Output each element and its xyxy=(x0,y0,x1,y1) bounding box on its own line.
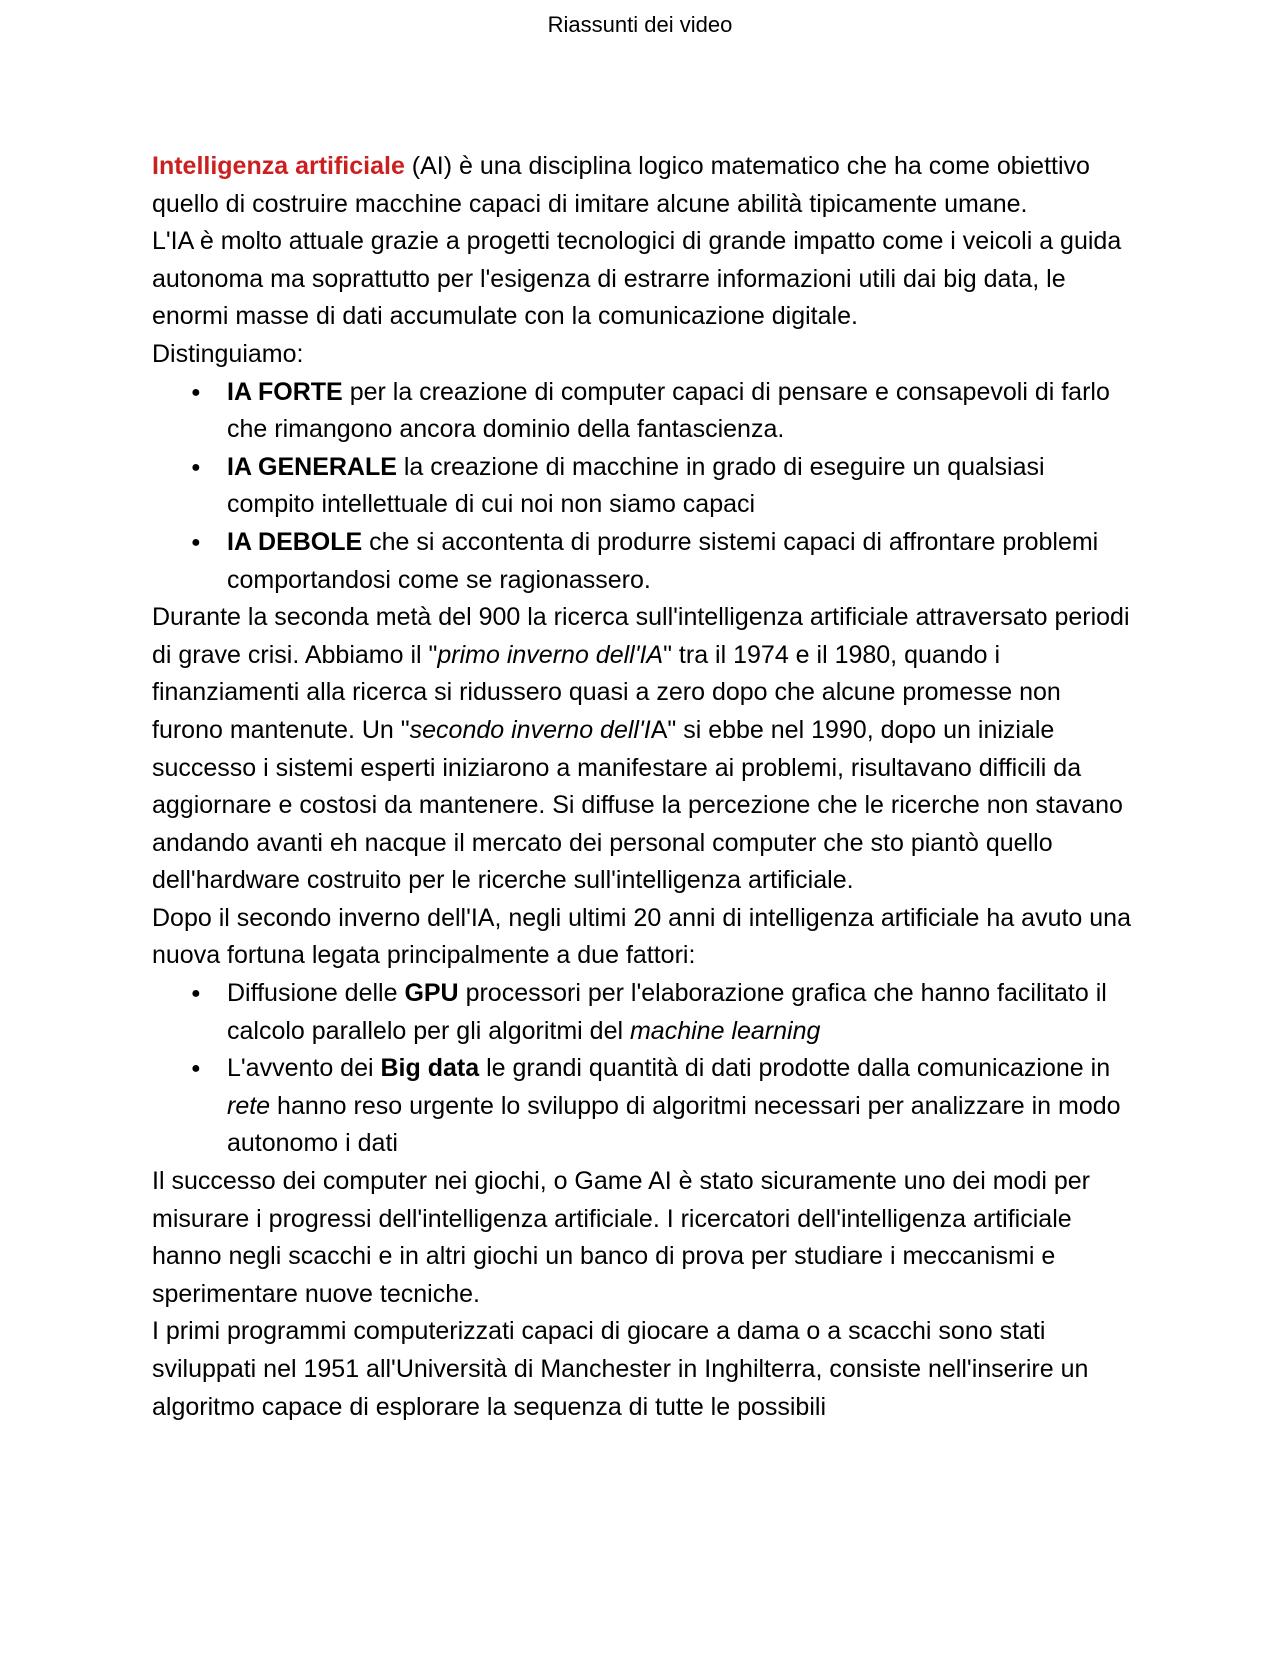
ia-forte-term: IA FORTE xyxy=(227,377,343,406)
second-winter-tail: A xyxy=(650,715,668,744)
dopo-paragraph: Dopo il secondo inverno dell'IA, negli ultimi 20 anni di intelligenza artificiale ha avuto una nuova fortuna legata principalmente a due fattori: xyxy=(152,903,1131,970)
list-item xyxy=(152,1050,1138,1163)
giochi-paragraph: Il successo dei computer nei giochi, o Game AI è stato sicuramente uno dei modi per misurare i progressi dell'intelligenza artificiale. I ricercatori dell'intelligenza artificiale hanno negli scacchi e in altri giochi un banco di prova per studiare i meccanismi e sperimentare nuove tecniche. xyxy=(152,1167,1090,1308)
winters-text-3: " si ebbe nel 1990, dopo un iniziale successo i sistemi esperti iniziarono a manifestare ai problemi, risultavano difficili da aggiornare e costosi da mantenere. Si diffuse la percezione che le ricerche non stavano andando avanti eh nacque il mercato dei personal computer che sto piantò quello dell'hardware costruito per le ricerche sull'intelligenza artificiale. xyxy=(152,715,1123,895)
list-item xyxy=(152,975,1138,1050)
list-item xyxy=(152,449,1138,524)
gpu-pre: Diffusione delle xyxy=(227,979,405,1008)
intro-paragraph xyxy=(152,148,1138,223)
bigdata-pre: L'avvento dei xyxy=(227,1054,381,1083)
gpu-text: processori per l'elaborazione grafica che hanno facilitato il calcolo parallelo per gli algoritmi del xyxy=(227,979,1107,1045)
intro-definition: (AI) è una disciplina logico matematico che ha come obiettivo quello di costruire macchine capaci di imitare alcune abilità tipicamente umane. xyxy=(152,152,1090,218)
document-body xyxy=(152,148,1138,1426)
first-winter-italic: primo inverno dell'IA xyxy=(437,640,664,669)
machine-learning-italic: machine learning xyxy=(629,1016,821,1045)
bigdata-post: hanno reso urgente lo sviluppo di algoritmi necessari per analizzare in modo autonomo i dati xyxy=(227,1091,1121,1158)
page-header: Riassunti dei video xyxy=(547,12,733,37)
list-item xyxy=(152,374,1138,449)
ia-debole-text: che si accontenta di produrre sistemi capaci di affrontare problemi comportandosi come se ragionassero. xyxy=(227,527,1099,594)
winters-text-2: " tra il 1974 e il 1980, quando i finanziamenti alla ricerca si ridussero quasi a zero dopo che alcune promesse non furono mantenute. Un " xyxy=(152,640,1061,744)
ia-attuale-paragraph: L'IA è molto attuale grazie a progetti tecnologici di grande impatto come i veicoli a guida autonoma ma soprattutto per l'esigenza di estrarre informazioni utili dai big data, le enormi masse di dati accumulate con la comunicazione digitale. xyxy=(152,227,1122,331)
winters-paragraph xyxy=(152,599,1138,900)
bigdata-text: le grandi quantità di dati prodotte dalla comunicazione in xyxy=(479,1054,1111,1083)
intro-term: Intelligenza artificiale xyxy=(152,152,405,180)
distinguiamo-paragraph: Distinguiamo: xyxy=(152,339,304,368)
ia-forte-text: per la creazione di computer capaci di pensare e consapevoli di farlo che rimangono ancora dominio della fantascienza. xyxy=(227,377,1110,444)
ia-types-list xyxy=(152,374,1138,600)
list-item xyxy=(152,524,1138,599)
winters-text-1: Durante la seconda metà del 900 la ricerca sull'intelligenza artificiale attraversato periodi di grave crisi. Abbiamo il " xyxy=(152,603,1130,669)
gpu-term: GPU xyxy=(404,979,459,1008)
programmi-paragraph: I primi programmi computerizzati capaci di giocare a dama o a scacchi sono stati sviluppati nel 1951 all'Università di Manchester in Inghilterra, consiste nell'inserire un algoritmo capace di esplorare la sequenza di tutte le possibili xyxy=(152,1317,1089,1421)
bigdata-term: Big data xyxy=(380,1054,480,1083)
rete-italic: rete xyxy=(227,1091,271,1120)
second-winter-italic: secondo inverno dell'I xyxy=(409,715,651,744)
ia-debole-term: IA DEBOLE xyxy=(227,527,363,556)
ia-generale-text: la creazione di macchine in grado di eseguire un qualsiasi compito intellettuale di cui noi non siamo capaci xyxy=(227,452,1045,519)
factors-list xyxy=(152,975,1138,1163)
ia-generale-term: IA GENERALE xyxy=(227,452,397,481)
